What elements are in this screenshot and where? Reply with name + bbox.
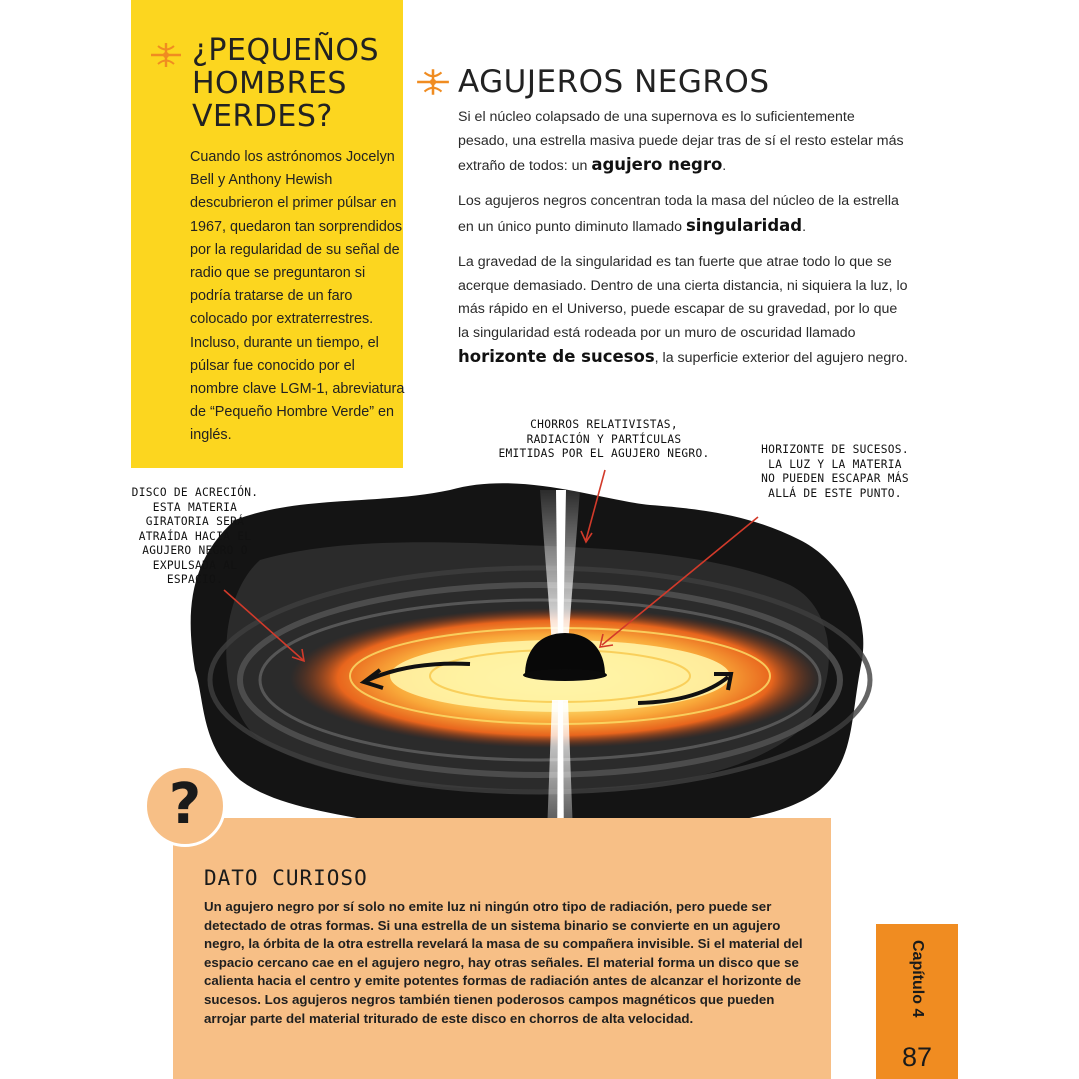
chapter-tab xyxy=(876,924,958,1079)
fun-fact-box xyxy=(173,818,831,1079)
label-event-horizon: HORIZONTE DE SUCESOS. LA LUZ Y LA MATERIA NO PUEDEN ESCAPAR MÁS ALLÁ DE ESTE PUNTO. xyxy=(761,443,909,500)
keyword-horizonte-de-sucesos: horizonte de sucesos xyxy=(458,347,655,366)
paragraph-2-end: . xyxy=(802,218,807,235)
fun-fact-body: Un agujero negro por sí solo no emite luz ni ningún otro tipo de radiación, pero puede ser detectado de otras formas. Si una estrella de un sistema binario se convierte en un agujero negro, la órbita de la otra estrella revelará la masa de su compañera invisible. Si el material del espacio cercano cae en el agujero negro, hay otras señales. El material forma un disco que se calienta hacia el centro y emite potentes formas de radiación antes de alcanzar el horizonte de sucesos. Los agujeros negros también tienen poderosos campos magnéticos que pueden arrojar parte del material triturado de este disco en chorros de alta velocidad. xyxy=(204,899,803,1026)
paragraph-3-end: , la superficie exterior del agujero negro. xyxy=(654,350,908,366)
paragraph-1-text: Si el núcleo colapsado de una supernova es lo suficientemente pesado, una estrella masiva puede dejar tras de sí el resto estelar más extraño de todos: un xyxy=(458,109,904,174)
keyword-agujero-negro: agujero negro xyxy=(591,155,723,174)
page-number: 87 xyxy=(901,1042,933,1072)
paragraph-2-text: Los agujeros negros concentran toda la masa del núcleo de la estrella en un único punto diminuto llamado xyxy=(458,193,899,235)
paragraph-1-end: . xyxy=(722,158,727,174)
paragraph-3-text: La gravedad de la singularidad es tan fuerte que atrae todo lo que se acerque demasiado. Dentro de una cierta distancia, ni siquiera la luz, lo más rápido en el Universo, puede escapar de su gravedad, por lo que la singularidad está rodeada por un muro de oscuridad llamado xyxy=(458,254,908,341)
chapter-label: Capítulo 4 xyxy=(909,940,926,1018)
sidebar-title: ¿PEQUEÑOS HOMBRES VERDES? xyxy=(192,33,380,134)
sidebar-body: Cuando los astrónomos Jocelyn Bell y Anthony Hewish descubrieron el primer púlsar en 1967, quedaron tan sorprendidos por la regularidad de su señal de radio que se preguntaron si podría tratarse de un faro colocado por extraterrestres. Incluso, durante un tiempo, el púlsar fue conocido por el nombre clave LGM-1, abreviatura de “Pequeño Hombre Verde” en inglés. xyxy=(190,149,405,444)
label-jets: CHORROS RELATIVISTAS, RADIACIÓN Y PARTÍCULAS EMITIDAS POR EL AGUJERO NEGRO. xyxy=(498,418,710,460)
keyword-singularidad: singularidad xyxy=(685,215,803,235)
label-accretion-disk: DISCO DE ACRECIÓN. ESTA MATERIA GIRATORIA SERÁ ATRAÍDA HACIA EL AGUJERO NEGRO O EXPULSADA AL ESPACIO. xyxy=(131,486,259,586)
fun-fact-title: DATO CURIOSO xyxy=(204,866,368,890)
question-badge xyxy=(144,765,226,847)
page-title: AGUJEROS NEGROS xyxy=(458,64,770,100)
black-hole-base xyxy=(523,669,607,681)
question-mark-icon: ? xyxy=(168,772,202,837)
